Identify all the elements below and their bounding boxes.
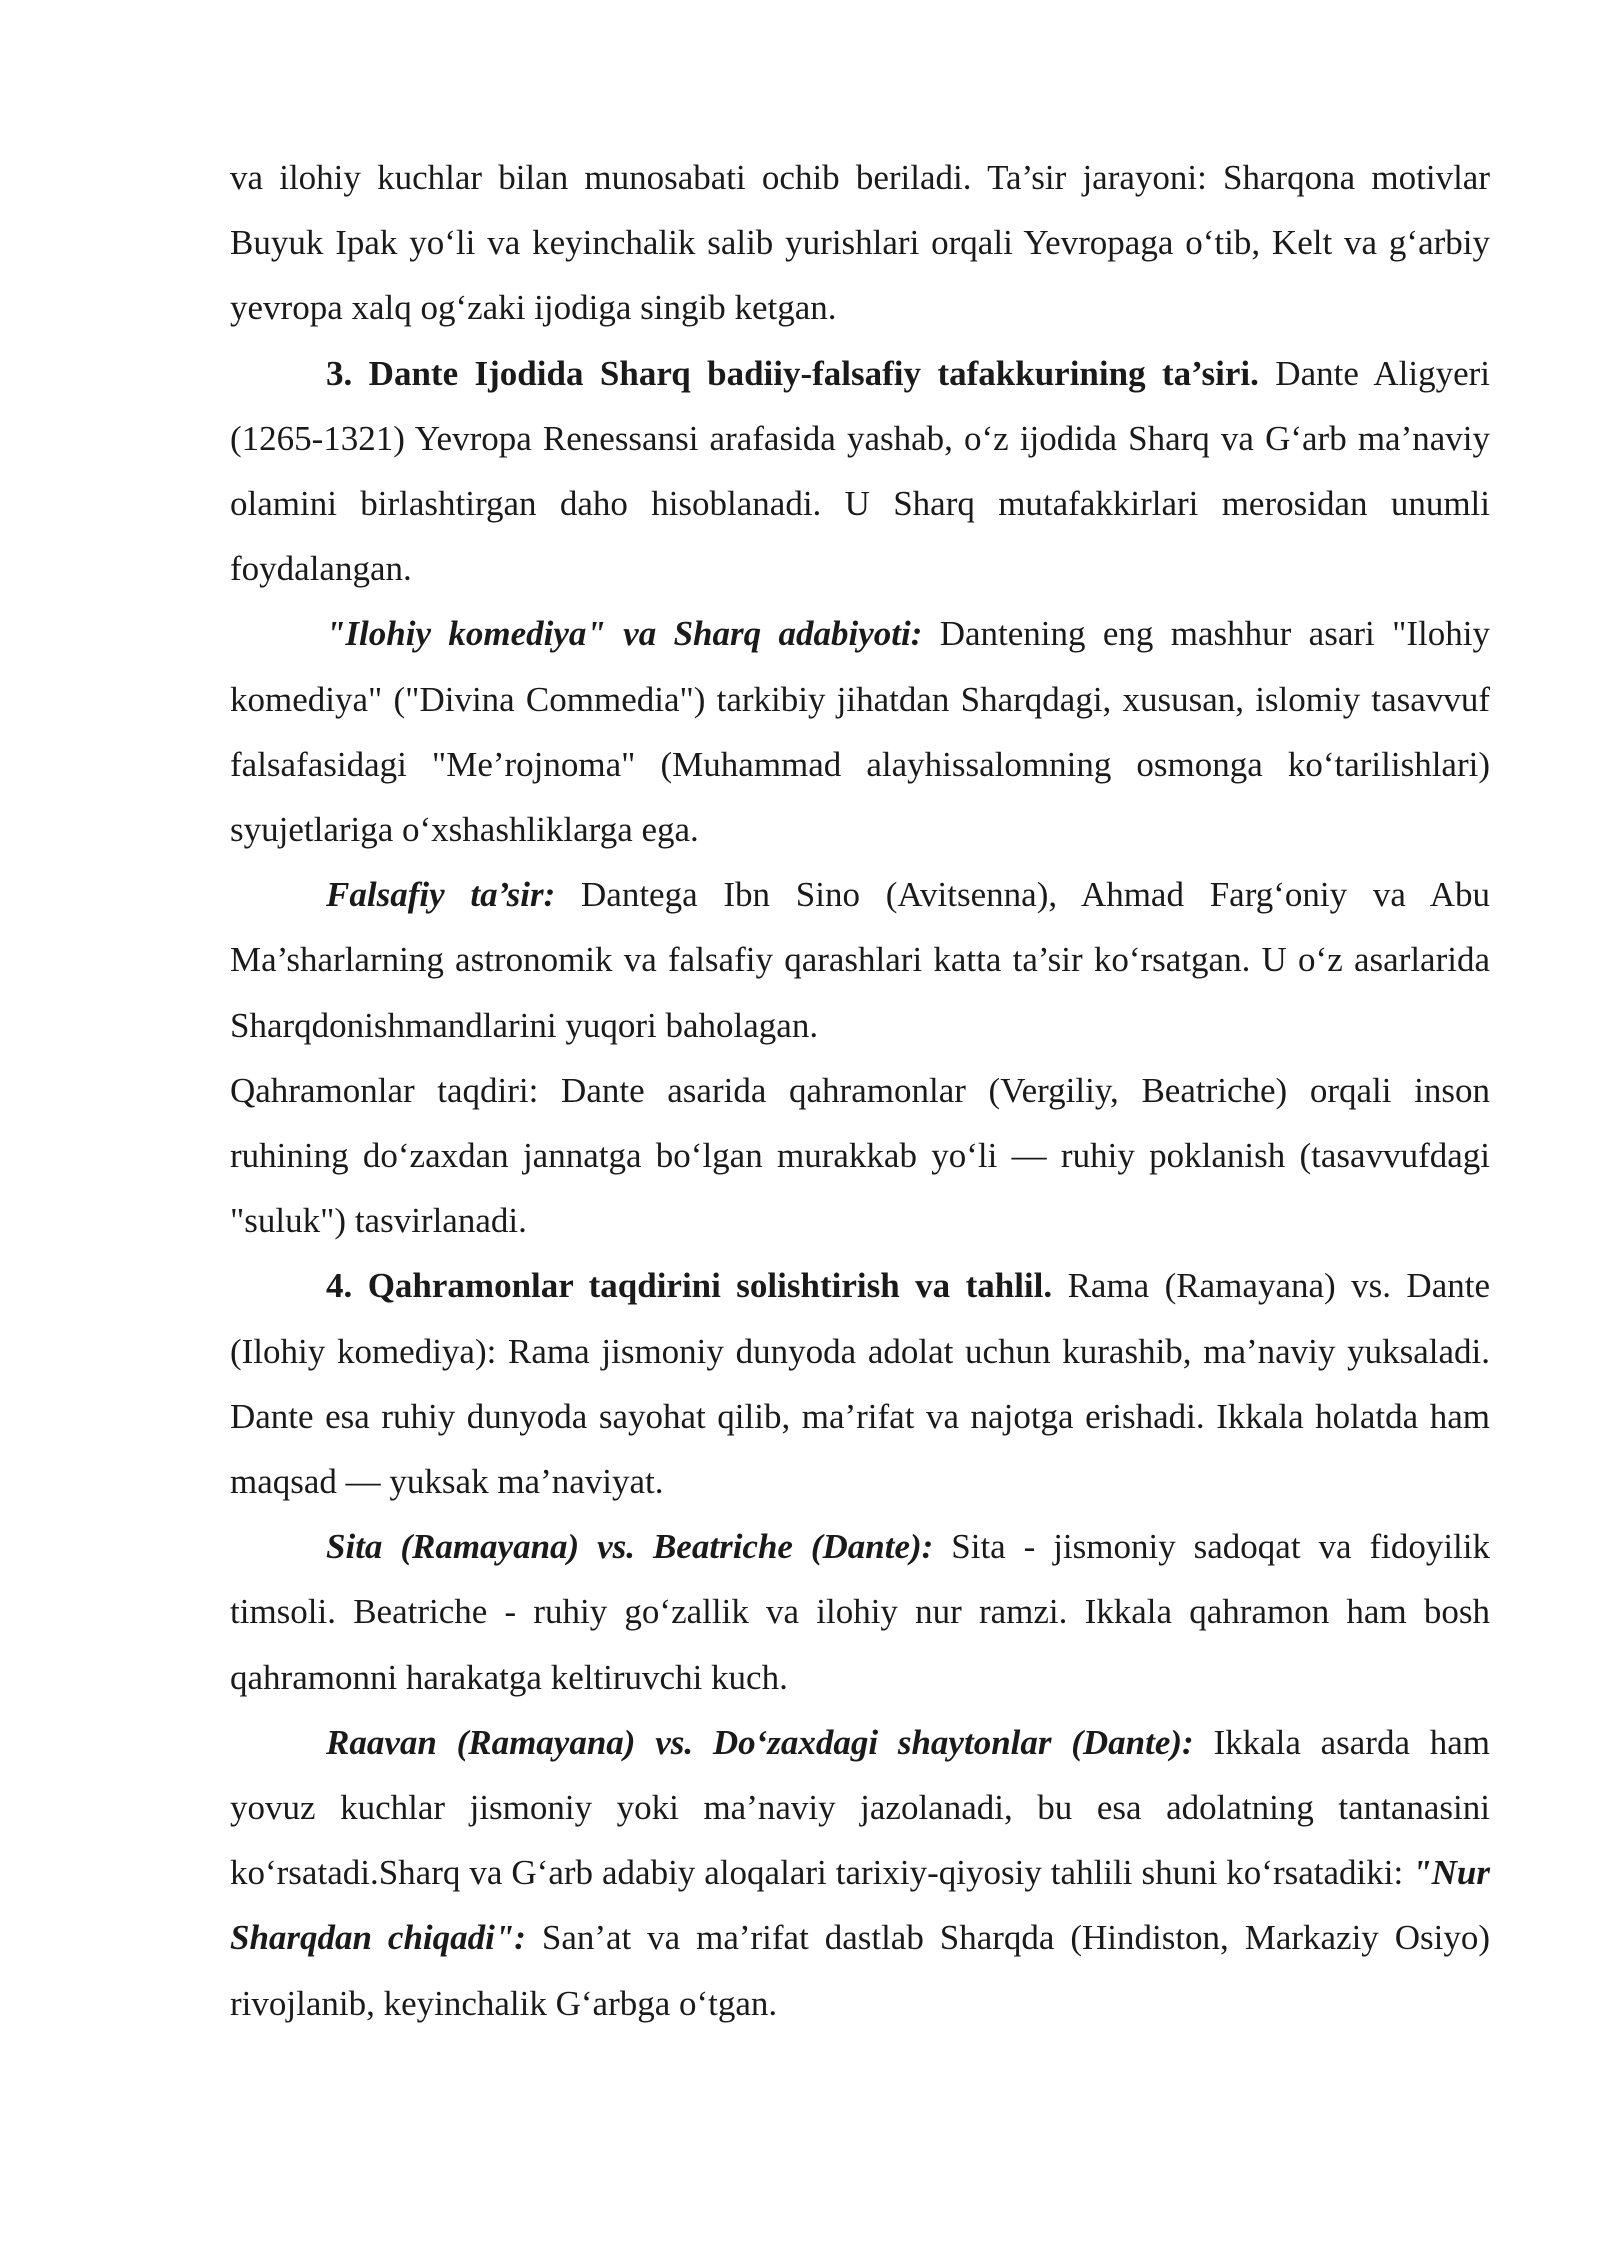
section-4-text: Rama (Ramayana) vs. Dante (Ilohiy komediya): Rama jismoniy dunyoda adolat uchun kurashib, ma’naviy yuksaladi. Dante esa ruhiy dunyoda sayohat qilib, ma’rifat va najotga erishadi. Ikkala holatda ham maqsad — yuksak ma’naviyat.	[230, 1266, 1490, 1502]
sita-beatriche-paragraph	[230, 1514, 1490, 1710]
sita-beatriche-text: Sita - jismoniy sadoqat va fidoyilik timsoli. Beatriche - ruhiy go‘zallik va ilohiy nur ramzi. Ikkala qahramon ham bosh qahramonni harakatga keltiruvchi kuch.	[230, 1527, 1490, 1697]
paragraph-1-text: va ilohiy kuchlar bilan munosabati ochib beriladi. Ta’sir jarayoni: Sharqona motivlar Buyuk Ipak yo‘li va keyinchalik salib yurishlari orqali Yevropaga o‘tib, Kelt va g‘arbiy yevropa xalq og‘zaki ijodiga singib ketgan.	[230, 158, 1490, 328]
raavan-paragraph	[230, 1710, 1490, 2036]
ilohiy-komediya-text: Dantening eng mashhur asari "Ilohiy komediya" ("Divina Commedia") tarkibiy jihatdan Sharqdagi, xususan, islomiy tasavvuf falsafasidagi "Me’rojnoma" (Muhammad alayhissalomning osmonga ko‘tarilishlari) syujetlariga o‘xshashliklarga ega.	[230, 614, 1490, 850]
sita-beatriche-lead: Sita (Ramayana) vs. Beatriche (Dante):	[326, 1527, 934, 1567]
qahramonlar-taqdiri-text: Qahramonlar taqdiri: Dante asarida qahramonlar (Vergiliy, Beatriche) orqali inson ruhining do‘zaxdan jannatga bo‘lgan murakkab yo‘li — ruhiy poklanish (tasavvufdagi "suluk") tasvirlanadi.	[230, 1070, 1490, 1241]
raavan-lead: Raavan (Ramayana) vs. Do‘zaxdagi shaytonlar (Dante):	[326, 1722, 1194, 1762]
falsafiy-tasir-text: Dantega Ibn Sino (Avitsenna), Ahmad Farg‘oniy va Abu Ma’sharlarning astronomik va falsafiy qarashlari katta ta’sir ko‘rsatgan. U o‘z asarlarida Sharqdonishmandlarini yuqori baholagan.	[230, 875, 1490, 1045]
section-3-paragraph	[230, 341, 1490, 602]
nur-sharqdan-lead: "Nur Sharqdan chiqadi":	[230, 1853, 1490, 1958]
falsafiy-tasir-paragraph	[230, 862, 1490, 1058]
section-3-text: Dante Aligyeri (1265-1321) Yevropa Renessansi arafasida yashab, o‘z ijodida Sharq va G‘arb ma’naviy olamini birlashtirgan daho hisoblanadi. U Sharq mutafakkirlari merosidan unumli foydalangan.	[230, 353, 1491, 589]
raavan-tail: San’at va ma’rifat dastlab Sharqda (Hindiston, Markaziy Osiyo) rivojlanib, keyinchalik G‘arbga o‘tgan.	[230, 1918, 1490, 2023]
qahramonlar-taqdiri-paragraph	[230, 1058, 1490, 1254]
ilohiy-komediya-lead: "Ilohiy komediya" va Sharq adabiyoti:	[326, 614, 923, 654]
paragraph-1	[230, 145, 1490, 341]
ilohiy-komediya-paragraph	[230, 601, 1490, 862]
section-4-heading: 4. Qahramonlar taqdirini solishtirish va tahlil.	[326, 1266, 1053, 1306]
raavan-text: Ikkala asarda ham yovuz kuchlar jismoniy yoki ma’naviy jazolanadi, bu esa adolatning tantanasini ko‘rsatadi.Sharq va G‘arb adabiy aloqalari tarixiy-qiyosiy tahlili shuni ko‘rsatadiki:	[230, 1722, 1490, 1893]
section-3-heading: 3. Dante Ijodida Sharq badiiy-falsafiy tafakkurining ta’siri.	[326, 353, 1259, 393]
falsafiy-tasir-lead: Falsafiy ta’sir:	[326, 875, 556, 915]
document-body	[230, 145, 1490, 2036]
section-4-paragraph	[230, 1253, 1490, 1514]
